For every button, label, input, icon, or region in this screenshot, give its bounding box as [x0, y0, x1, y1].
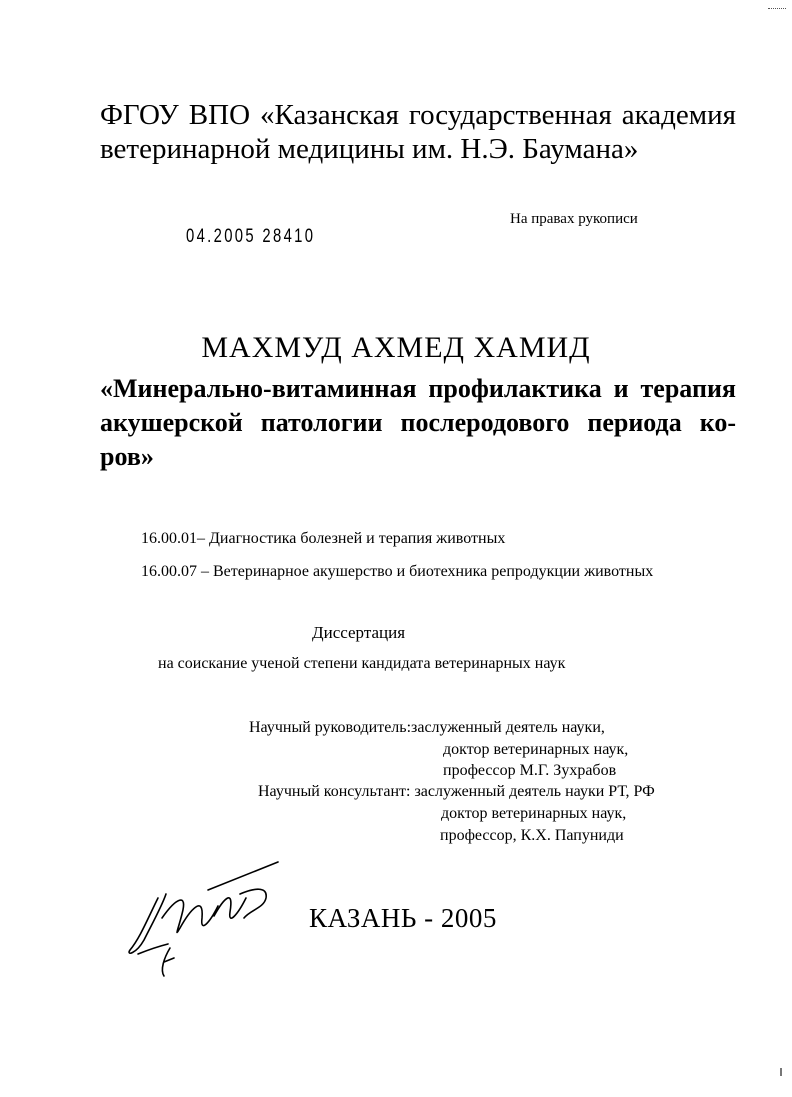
registration-stamp-number: 04.2005 28410: [186, 226, 316, 247]
title-line-3: ров»: [100, 442, 154, 471]
degree-statement: на соискание ученой степени кандидата ветеринарных наук: [158, 655, 566, 672]
city-and-year: КАЗАНЬ - 2005: [309, 903, 497, 933]
title-line-2: акушерской патологии послеродового периода ко-: [100, 408, 736, 437]
consultant-title-1: заслуженный деятель науки РТ, РФ: [414, 783, 655, 800]
supervisor-name: профессор М.Г. Зухрабов: [443, 762, 617, 779]
organization-header: [100, 98, 736, 166]
author-name: МАХМУД АХМЕД ХАМИД: [201, 331, 591, 364]
supervisor-title-2: доктор ветеринарных наук,: [443, 741, 629, 758]
organization-line-2: ветеринарной медицины им. Н.Э. Баумана»: [100, 133, 639, 165]
dissertation-title: [100, 372, 736, 474]
consultant-block-line-1: [258, 783, 655, 801]
consultant-name: профессор, К.Х. Папуниди: [440, 827, 624, 844]
title-line-1: «Минерально-витаминная профилактика и терапия: [100, 374, 736, 403]
document-type: Диссертация: [312, 623, 406, 642]
organization-line-1: ФГОУ ВПО «Казанская государственная академия: [100, 99, 736, 131]
specialty-code-1: 16.00.01– Диагностика болезней и терапия животных: [141, 530, 506, 547]
manuscript-rights-note: На правах рукописи: [510, 211, 638, 227]
handwritten-signature-icon: [118, 858, 288, 988]
supervisor-role: Научный руководитель:: [249, 719, 412, 736]
supervisor-block-line-1: [249, 719, 605, 737]
scan-mark-top-right: [768, 8, 786, 19]
consultant-role: Научный консультант:: [258, 783, 411, 800]
consultant-title-2: доктор ветеринарных наук,: [441, 805, 627, 822]
scan-mark-right: [780, 1068, 782, 1076]
specialty-code-2: 16.00.07 – Ветеринарное акушерство и биотехника репродукции животных: [141, 563, 654, 580]
supervisor-title-1: заслуженный деятель науки,: [411, 719, 605, 736]
